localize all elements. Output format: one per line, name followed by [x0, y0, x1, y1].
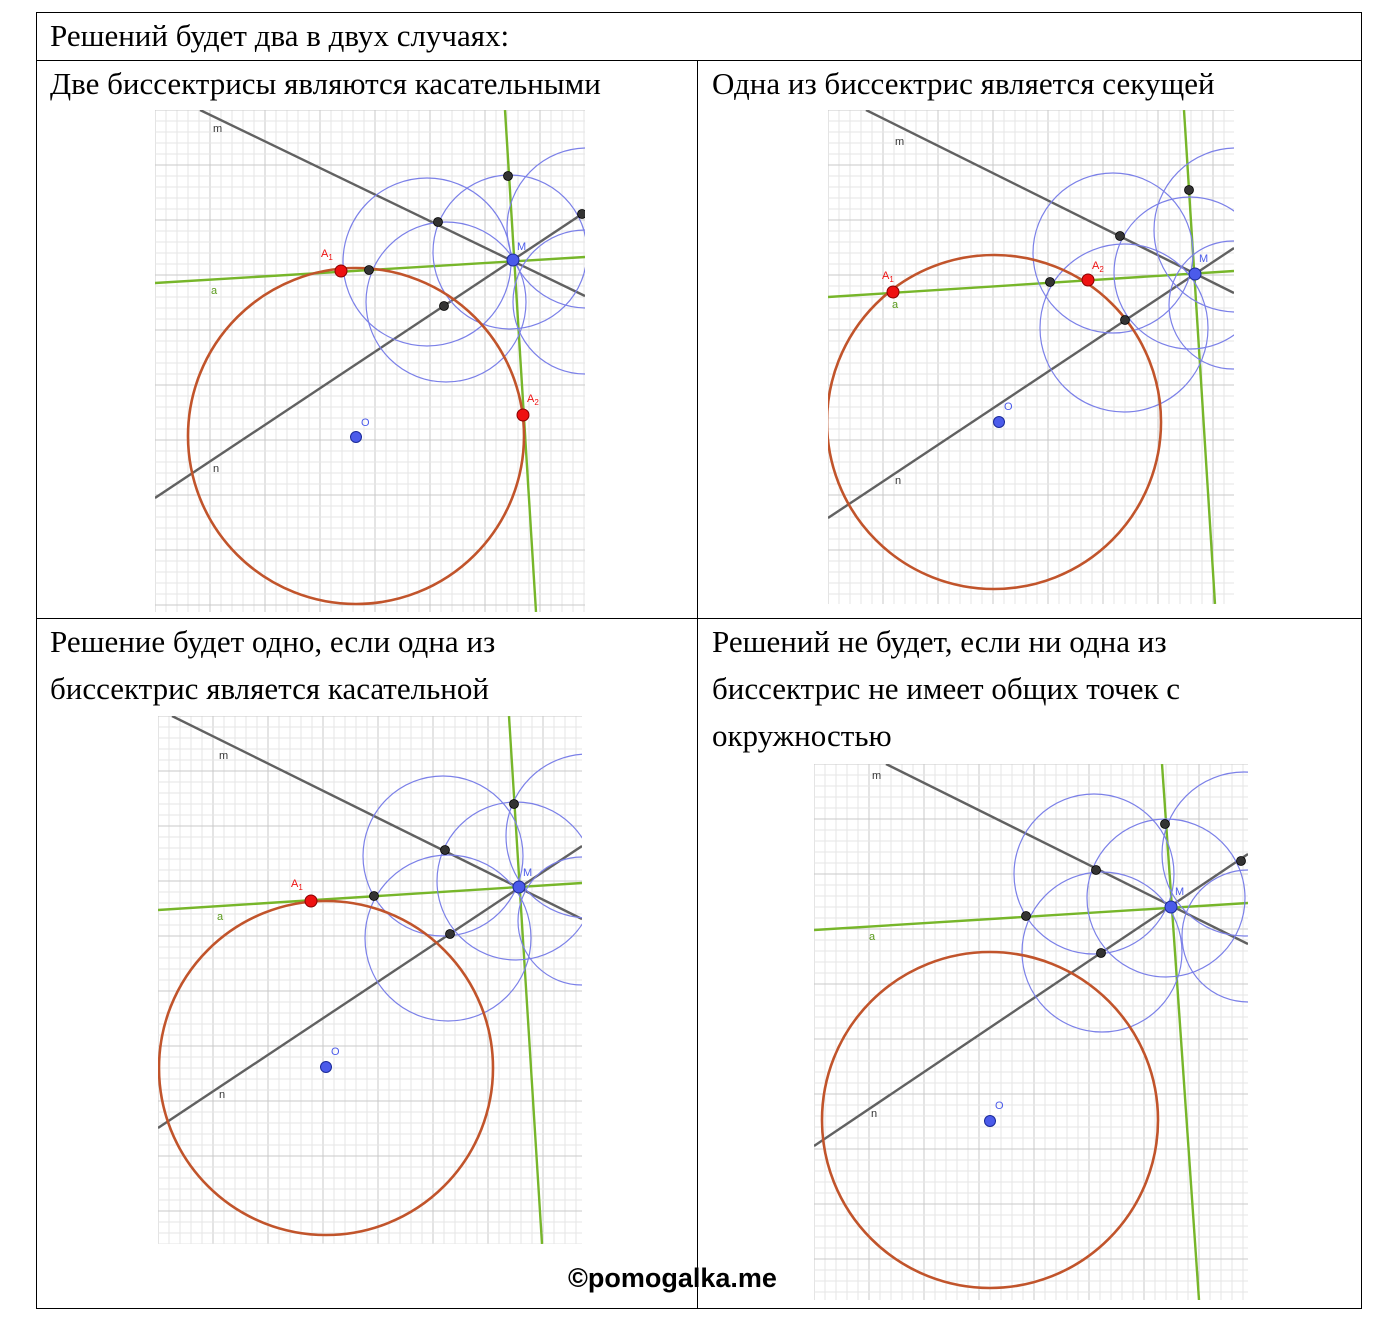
point-black	[1237, 857, 1246, 866]
table-header-text: Решений будет два в двух случаях:	[50, 18, 510, 53]
point-O	[321, 1062, 332, 1073]
line-a-vertical	[505, 110, 536, 612]
construction-figure-4	[814, 764, 1248, 1300]
point-black	[1161, 820, 1170, 829]
point-M	[1189, 268, 1201, 280]
label-M: M	[1199, 253, 1209, 265]
point-black	[504, 172, 513, 181]
cell-1-text: Две биссектрисы являются касательными	[50, 66, 601, 101]
label-m: m	[219, 750, 229, 762]
label-m: m	[872, 770, 882, 782]
point-black	[1097, 949, 1106, 958]
point-O	[351, 432, 362, 443]
point-A2	[1082, 274, 1094, 286]
label-m: m	[895, 136, 905, 148]
label-m: m	[213, 123, 223, 135]
label-A1: $A_1$	[882, 270, 894, 284]
label-A2: $A_2$	[527, 393, 539, 407]
point-A1	[887, 286, 899, 298]
label-n: n	[213, 463, 220, 475]
label-O: O	[1004, 401, 1013, 413]
label-a: a	[892, 299, 899, 311]
label-M: M	[523, 867, 533, 879]
point-A1	[305, 895, 317, 907]
aux-circle	[1040, 244, 1208, 412]
column-divider	[697, 60, 698, 1309]
label-A1: $A_1$	[291, 878, 303, 892]
label-n: n	[871, 1108, 878, 1120]
point-black	[446, 930, 455, 939]
point-black	[1116, 232, 1125, 241]
grid	[158, 716, 582, 1244]
point-A1	[335, 265, 347, 277]
point-black	[1092, 866, 1101, 875]
label-A1: $A_1$	[321, 248, 333, 262]
point-black	[1121, 316, 1130, 325]
label-O: O	[995, 1100, 1004, 1112]
line-a-vertical	[1162, 764, 1199, 1300]
construction-figure-1	[155, 110, 585, 612]
label-O: O	[361, 417, 370, 429]
point-O	[994, 417, 1005, 428]
point-black	[1022, 912, 1031, 921]
label-n: n	[895, 475, 902, 487]
label-O: O	[331, 1046, 340, 1058]
point-black	[370, 892, 379, 901]
point-black	[510, 800, 519, 809]
point-black	[578, 210, 586, 219]
grid	[814, 764, 1248, 1300]
label-a: a	[217, 911, 224, 923]
watermark: ©pomogalka.me	[568, 1263, 777, 1293]
construction-figure-3	[158, 716, 582, 1244]
label-a: a	[869, 931, 876, 943]
point-M	[507, 254, 519, 266]
grid	[828, 110, 1234, 604]
point-black	[1185, 186, 1194, 195]
point-M	[513, 881, 525, 893]
cell-4-text: Решений не будет, если ни одна из биссектрис не имеет общих точек с окружностью	[712, 624, 1181, 753]
point-black	[1046, 278, 1055, 287]
label-M: M	[1175, 886, 1185, 898]
cell-2-text: Одна из биссектрис является секущей	[712, 66, 1215, 101]
point-A2	[517, 409, 529, 421]
point-black	[441, 846, 450, 855]
label-a: a	[211, 285, 218, 297]
label-M: M	[517, 241, 527, 253]
point-black	[440, 302, 449, 311]
point-O	[985, 1116, 996, 1127]
label-n: n	[219, 1089, 226, 1101]
construction-figure-2	[828, 110, 1234, 604]
point-M	[1165, 901, 1177, 913]
label-A2: $A_2$	[1092, 260, 1104, 274]
point-black	[434, 218, 443, 227]
line-a-vertical	[1184, 110, 1215, 604]
point-black	[365, 266, 374, 275]
cell-3-text: Решение будет одно, если одна из биссектрис является касательной	[50, 624, 496, 706]
